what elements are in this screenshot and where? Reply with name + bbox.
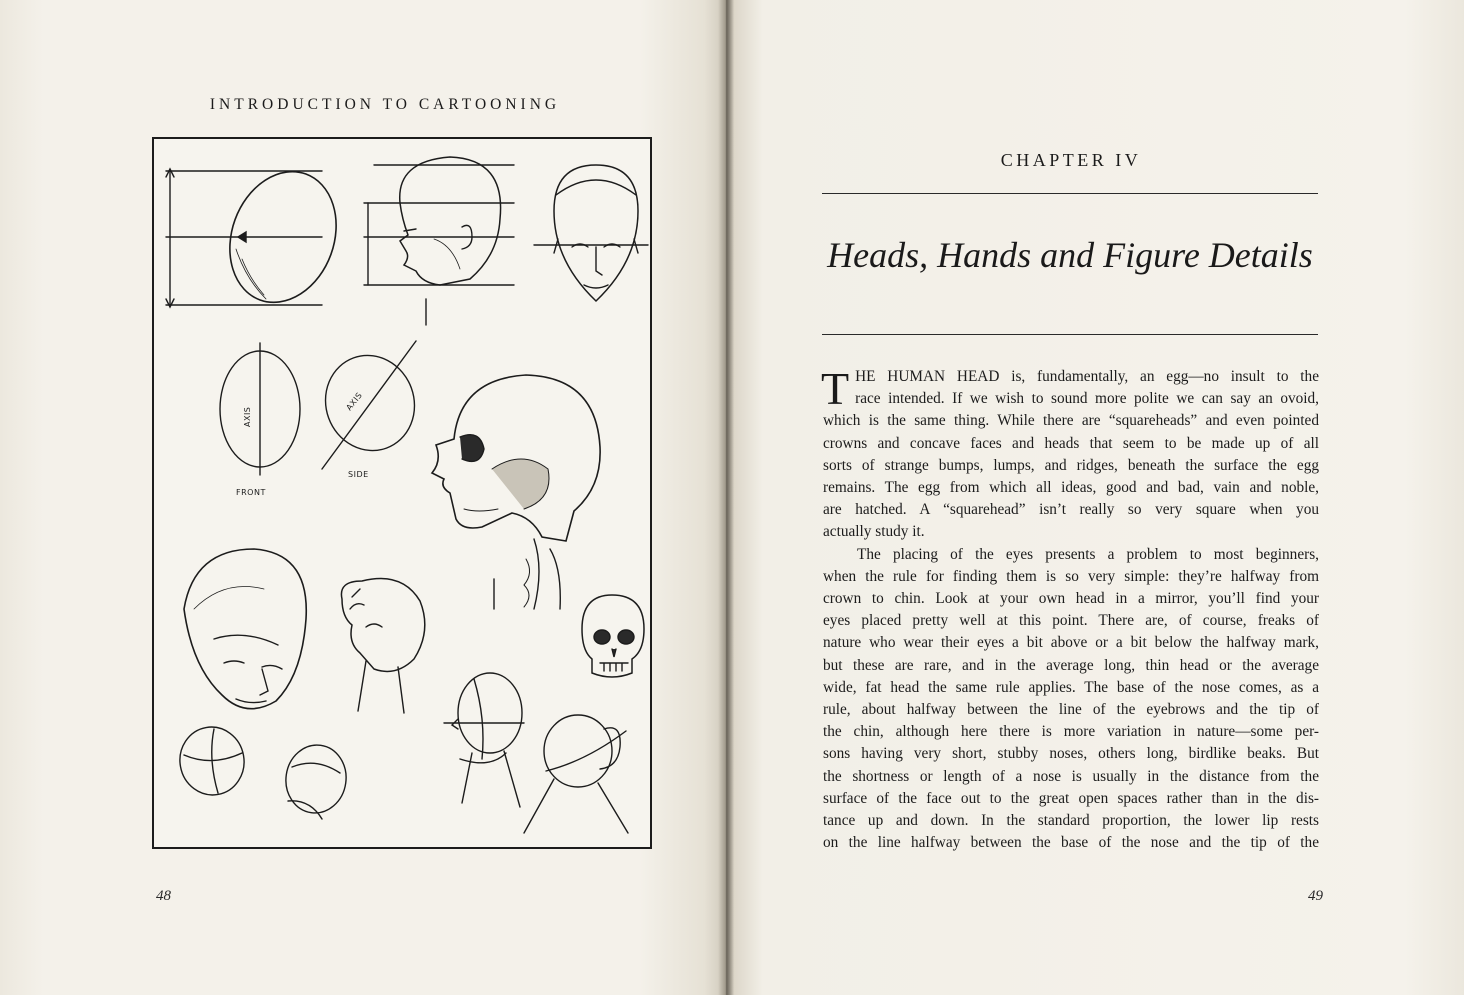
drop-cap: T (821, 363, 850, 414)
wireframe-head-left (175, 722, 250, 800)
body-line: but these are rare, and in the average long, thin head or the average (823, 656, 1319, 674)
chapter-label: CHAPTER IV (1000, 150, 1142, 170)
left-page (0, 0, 726, 995)
body-line: remains. The egg from which all ideas, good and bad, vain and noble, (823, 479, 1319, 497)
body-line: rule, about halfway between the line of the eyebrows and the tip of (823, 701, 1319, 719)
body-line: race intended. If we wish to sound more polite we can say an ovoid, (855, 390, 1319, 408)
chapter-rule-top (822, 193, 1318, 194)
profile-head-diagram (364, 157, 514, 325)
running-head: INTRODUCTION TO CARTOONING (209, 96, 561, 113)
wireframe-head-mid (282, 741, 351, 819)
body-line: sorts of strange bumps, lumps, and ridges, beneath the surface the egg (823, 456, 1319, 474)
side-axis-oval (312, 341, 428, 479)
side-label: SIDE (348, 470, 369, 479)
page-number-left: 48 (156, 888, 171, 904)
chapter-rule-bottom (822, 334, 1318, 335)
body-line: sons having very short, stubby noses, others long, birdlike beaks. But (823, 745, 1319, 763)
body-line: HE HUMAN HEAD is, fundamentally, an egg—no insult to the (855, 368, 1319, 385)
upturned-head-drawing (341, 579, 424, 714)
body-line: The placing of the eyes presents a problem to most beginners, (857, 545, 1319, 563)
body-line: the chin, although here there is more variation in nature—some per- (823, 723, 1319, 741)
axis-label-side: AXIS (344, 390, 365, 413)
skull-front-drawing (582, 595, 644, 677)
tilted-head-drawing (184, 549, 306, 709)
skull-profile-drawing (432, 375, 600, 609)
axis-label-front: AXIS (243, 406, 252, 427)
body-line: actually study it. (823, 523, 925, 541)
head-drawings-illustration (154, 139, 650, 847)
body-line: on the line halfway between the base of the nose and the tip of the (823, 834, 1319, 852)
egg-head-diagram (166, 157, 354, 318)
body-line: wide, fat head the same rule applies. The base of the nose comes, as a (823, 678, 1319, 696)
body-line: nature who wear their eyes a bit above or a bit below the halfway mark, (823, 634, 1319, 652)
body-line: the shortness or length of a nose is usually in the distance from the (823, 767, 1319, 785)
body-line: crowns and concave faces and heads that seem to be made up of all (823, 434, 1319, 452)
book-gutter (718, 0, 734, 995)
body-line: are hatched. A “squarehead” isn’t really so very square when you (823, 501, 1319, 519)
body-line: which is the same thing. While there are “squareheads” and even pointed (823, 412, 1319, 430)
page-number-right: 49 (1308, 888, 1323, 904)
chapter-body-text (821, 363, 1319, 854)
front-head-diagram (534, 165, 648, 301)
illustration-plate (152, 137, 652, 849)
construction-head-back (524, 715, 628, 833)
construction-head-profile (444, 673, 524, 807)
body-line: tance up and down. In the standard proportion, the lower lip rests (823, 812, 1319, 830)
body-line: surface of the face out to the great open spaces rather than in the dis- (823, 789, 1319, 807)
front-label: FRONT (236, 488, 266, 497)
chapter-title: Heads, Hands and Figure Details (827, 235, 1313, 275)
front-axis-oval (220, 343, 300, 497)
body-line: when the rule for finding them is so very simple: they’re halfway from (823, 567, 1319, 585)
body-line: eyes placed pretty well at this point. There are, of course, freaks of (823, 612, 1319, 630)
body-line: crown to chin. Look at your own head in a mirror, you’ll find your (823, 590, 1319, 608)
